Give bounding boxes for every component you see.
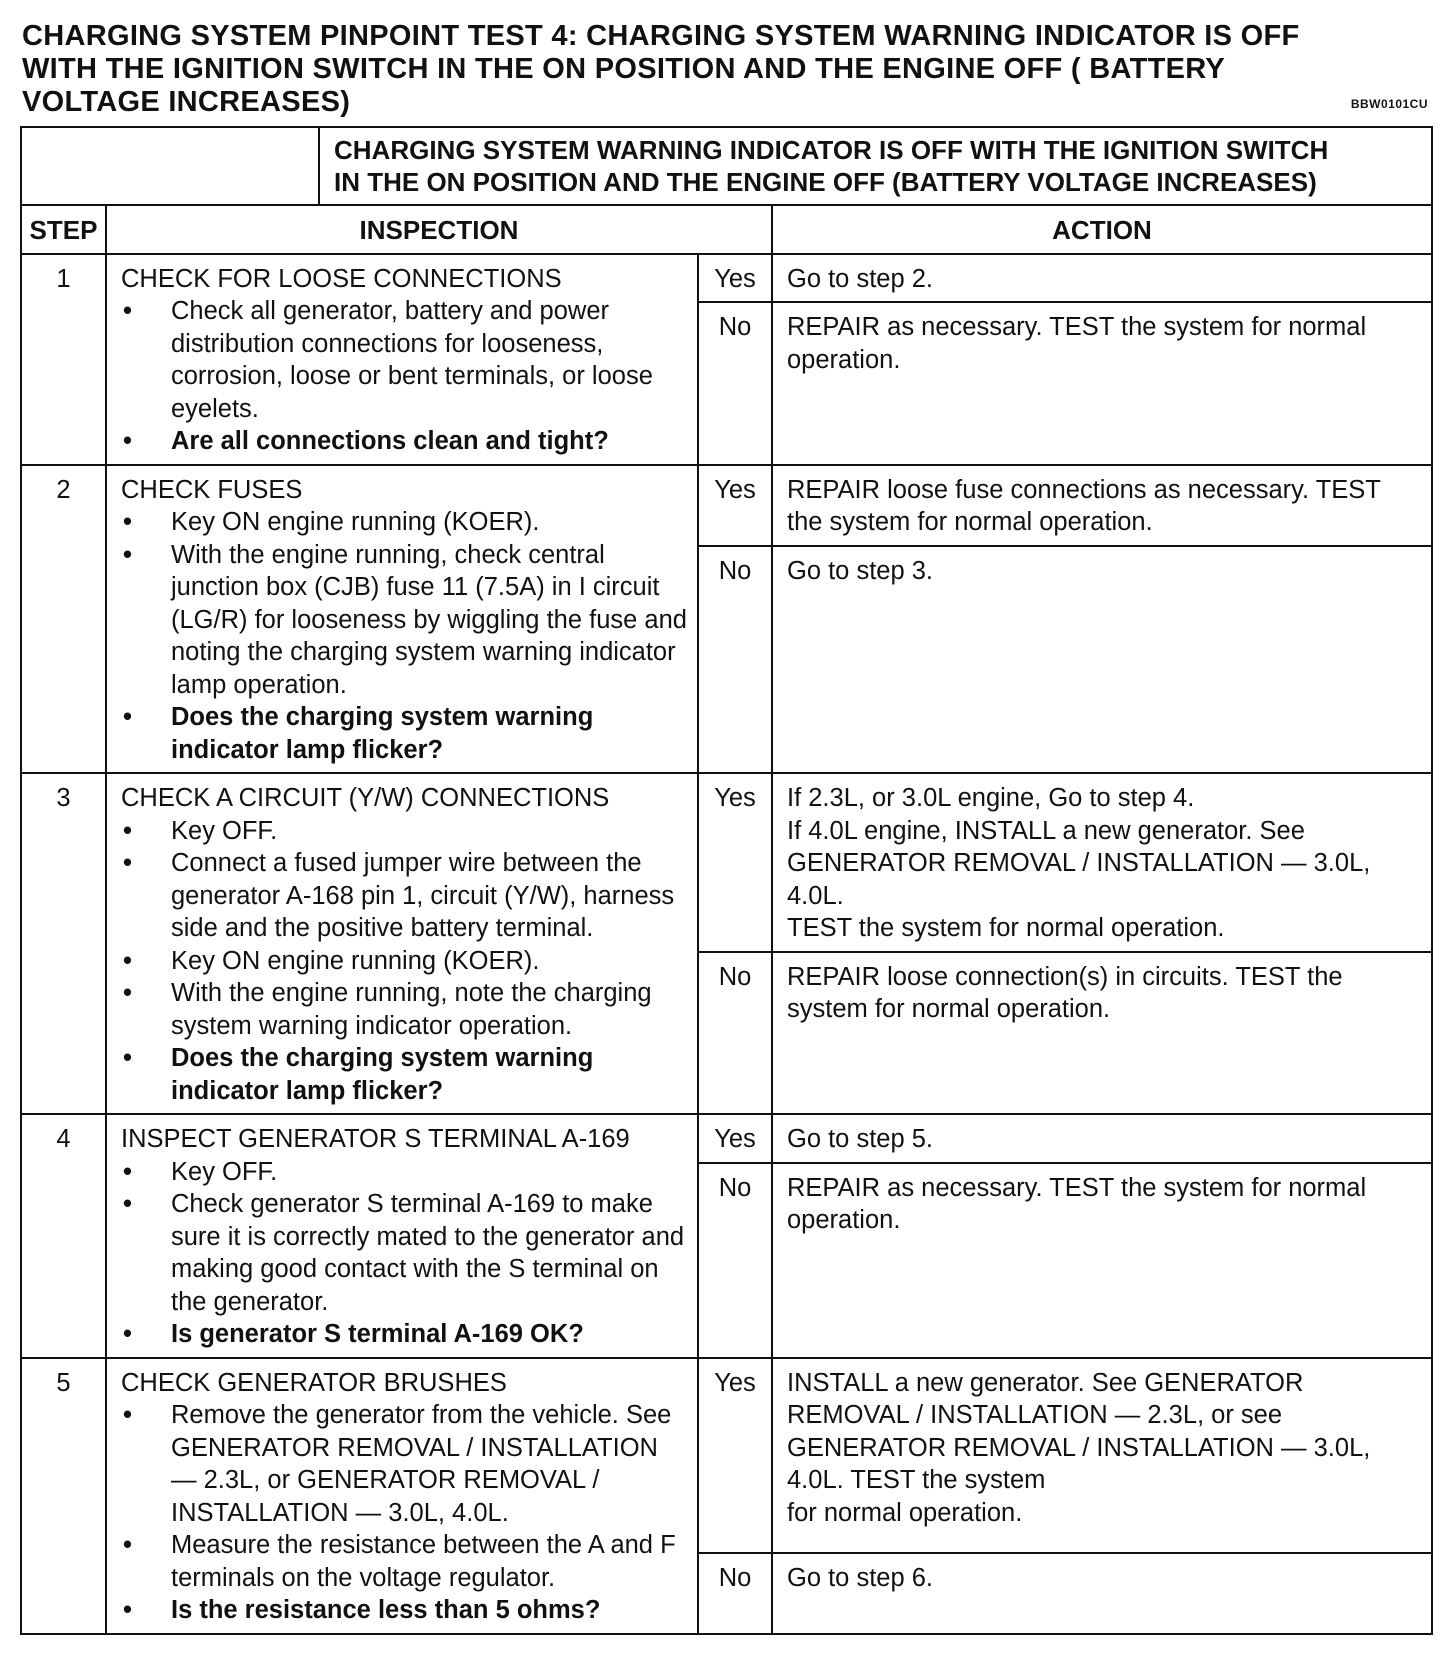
- action-line: REPAIR loose fuse connections as necessary. TEST the system for normal operation.: [787, 475, 1381, 536]
- no-label: No: [698, 1553, 772, 1634]
- pinpoint-test-table: [20, 126, 1433, 1635]
- yes-action: [772, 465, 1432, 546]
- action-line: If 2.3L, or 3.0L engine, Go to step 4.: [787, 784, 1195, 812]
- action-line: If 4.0L engine, INSTALL a new generator. See GENERATOR REMOVAL / INSTALLATION — 3.0L, 4.0L.: [787, 816, 1371, 910]
- action-header: ACTION: [772, 205, 1432, 254]
- inspection-question: • Does the charging system warning indicator lamp flicker?: [121, 701, 689, 766]
- yes-action: [772, 773, 1432, 952]
- inspection-bullet: • Check generator S terminal A-169 to make sure it is correctly mated to the generator and making good contact with the S terminal on the generator.: [121, 1188, 689, 1318]
- no-action: [772, 952, 1432, 1115]
- yes-label: Yes: [698, 254, 772, 303]
- inspection-bullet: • Connect a fused jumper wire between the generator A-168 pin 1, circuit (Y/W), harness side and the positive battery terminal.: [121, 847, 689, 945]
- step-row-yes: [21, 465, 1432, 546]
- yes-label: Yes: [698, 1358, 772, 1553]
- inspection-bullets: [121, 506, 689, 766]
- no-label: No: [698, 1163, 772, 1358]
- step-row-yes: [21, 1358, 1432, 1553]
- action-line: REPAIR as necessary. TEST the system for normal operation.: [787, 313, 1367, 374]
- inspection-question: • Is the resistance less than 5 ohms?: [121, 1594, 689, 1627]
- no-action: [772, 302, 1432, 465]
- inspection-bullets: [121, 295, 689, 458]
- banner-line: IN THE ON POSITION AND THE ENGINE OFF (BATTERY VOLTAGE INCREASES): [334, 167, 1317, 197]
- yes-action: [772, 1358, 1432, 1553]
- no-action: [772, 1163, 1432, 1358]
- inspection-bullet: • Key OFF.: [121, 815, 689, 848]
- step-header: STEP: [21, 205, 106, 254]
- no-label: No: [698, 546, 772, 774]
- banner-empty-cell: [21, 127, 319, 205]
- inspection-question: • Does the charging system warning indicator lamp flicker?: [121, 1042, 689, 1107]
- inspection-title: CHECK A CIRCUIT (Y/W) CONNECTIONS: [121, 784, 610, 812]
- action-line: Go to step 3.: [787, 556, 934, 585]
- inspection-question: • Is generator S terminal A-169 OK?: [121, 1318, 689, 1351]
- banner-cell: [319, 127, 1432, 205]
- inspection-title: CHECK GENERATOR BRUSHES: [121, 1368, 507, 1397]
- action-line: REPAIR loose connection(s) in circuits. TEST the system for normal operation.: [787, 962, 1343, 1023]
- title-line: VOLTAGE INCREASES): [22, 86, 351, 118]
- step-number: 3: [21, 773, 106, 1114]
- header-row: [21, 205, 1432, 254]
- inspection-bullet: • Remove the generator from the vehicle. See GENERATOR REMOVAL / INSTALLATION — 2.3L, or GENERATOR REMOVAL / INSTALLATION — 3.0L, 4.0L.: [121, 1399, 689, 1529]
- title-line: WITH THE IGNITION SWITCH IN THE ON POSITION AND THE ENGINE OFF ( BATTERY: [22, 53, 1226, 85]
- inspection-cell: [106, 1114, 698, 1358]
- inspection-bullet: • Check all generator, battery and power distribution connections for looseness, corrosion, loose or bent terminals, or loose eyelets.: [121, 295, 689, 425]
- yes-action: [772, 1114, 1432, 1163]
- inspection-header: INSPECTION: [106, 205, 772, 254]
- inspection-bullet: • Key ON engine running (KOER).: [121, 945, 689, 978]
- step-number: 2: [21, 465, 106, 774]
- step-number: 4: [21, 1114, 106, 1358]
- banner-line: CHARGING SYSTEM WARNING INDICATOR IS OFF WITH THE IGNITION SWITCH: [334, 135, 1329, 165]
- step-row-yes: [21, 773, 1432, 952]
- step-row-yes: [21, 254, 1432, 303]
- document-title: [22, 20, 1402, 119]
- action-line: GENERATOR REMOVAL / INSTALLATION — 3.0L, 4.0L. TEST the system: [787, 1433, 1371, 1494]
- inspection-bullet: • Key OFF.: [121, 1156, 689, 1189]
- step-number: 1: [21, 254, 106, 465]
- step-row-yes: [21, 1114, 1432, 1163]
- figure-id: BBW0101CU: [1350, 97, 1428, 111]
- yes-label: Yes: [698, 773, 772, 952]
- action-line: for normal operation.: [787, 1498, 1023, 1527]
- inspection-bullet: • With the engine running, check central junction box (CJB) fuse 11 (7.5A) in I circuit (LG/R) for looseness by wiggling the fuse and noting the charging system warning indicator lamp operation.: [121, 539, 689, 702]
- inspection-bullets: [121, 815, 689, 1108]
- inspection-title: INSPECT GENERATOR S TERMINAL A-169: [121, 1125, 630, 1153]
- inspection-bullet: • Key ON engine running (KOER).: [121, 506, 689, 539]
- inspection-bullet: • Measure the resistance between the A and F terminals on the voltage regulator.: [121, 1529, 689, 1594]
- inspection-bullet: • With the engine running, note the charging system warning indicator operation.: [121, 977, 689, 1042]
- no-action: [772, 1553, 1432, 1634]
- action-line: Go to step 6.: [787, 1563, 934, 1592]
- inspection-bullets: [121, 1399, 689, 1627]
- yes-action: [772, 254, 1432, 303]
- action-line: INSTALL a new generator. See GENERATOR REMOVAL / INSTALLATION — 2.3L, or see: [787, 1368, 1304, 1429]
- inspection-title: CHECK FOR LOOSE CONNECTIONS: [121, 264, 562, 293]
- no-action: [772, 546, 1432, 774]
- inspection-cell: [106, 254, 698, 465]
- inspection-title: CHECK FUSES: [121, 475, 303, 504]
- inspection-question: • Are all connections clean and tight?: [121, 425, 689, 458]
- title-line: CHARGING SYSTEM PINPOINT TEST 4: CHARGING SYSTEM WARNING INDICATOR IS OFF: [22, 20, 1300, 52]
- inspection-cell: [106, 773, 698, 1114]
- inspection-cell: [106, 1358, 698, 1634]
- no-label: No: [698, 302, 772, 465]
- step-number: 5: [21, 1358, 106, 1634]
- no-label: No: [698, 952, 772, 1115]
- action-line: Go to step 5.: [787, 1125, 934, 1153]
- inspection-cell: [106, 465, 698, 774]
- action-line: TEST the system for normal operation.: [787, 914, 1225, 942]
- action-line: Go to step 2.: [787, 264, 934, 293]
- action-line: REPAIR as necessary. TEST the system for normal operation.: [787, 1173, 1367, 1234]
- banner-row: [21, 127, 1432, 205]
- yes-label: Yes: [698, 1114, 772, 1163]
- inspection-bullets: [121, 1156, 689, 1351]
- yes-label: Yes: [698, 465, 772, 546]
